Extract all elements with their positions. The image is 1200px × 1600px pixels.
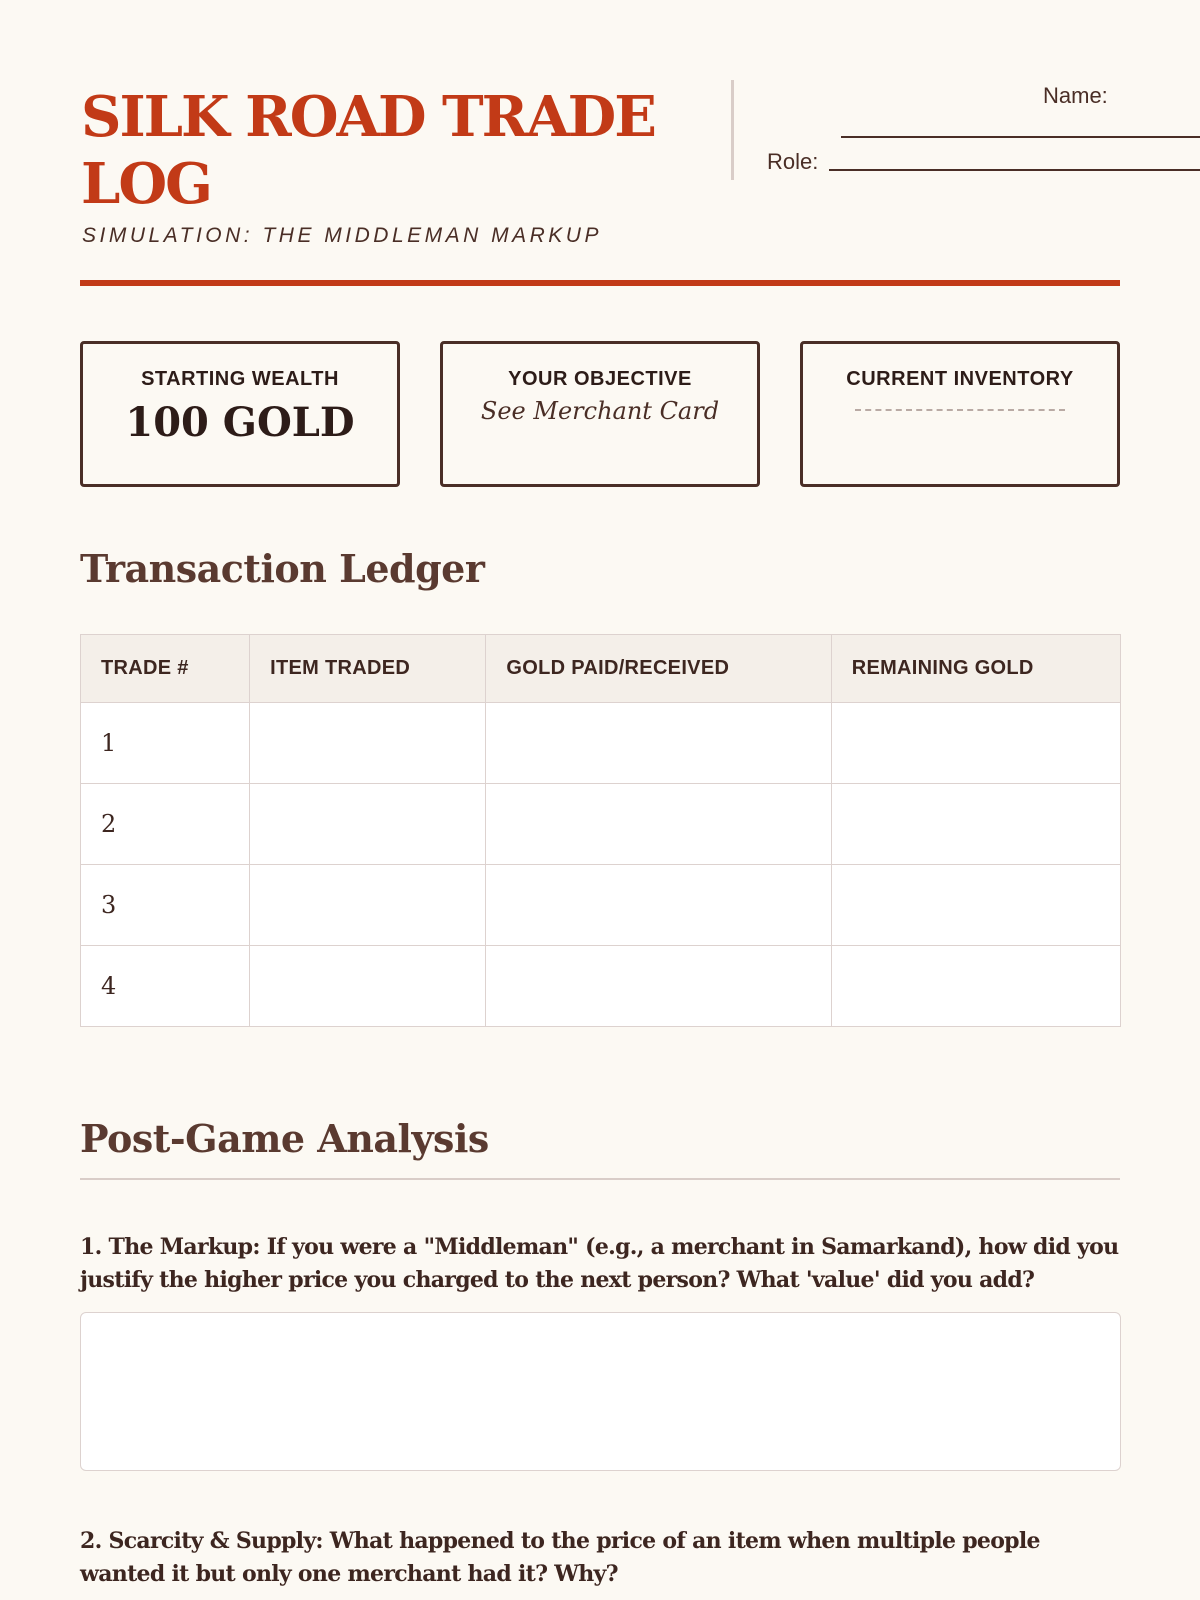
starting-wealth-label: STARTING WEALTH — [141, 368, 339, 390]
answer-box-1[interactable] — [80, 1312, 1121, 1471]
objective-value: See Merchant Card — [480, 397, 720, 425]
gold-paid-cell[interactable] — [486, 703, 831, 784]
gold-paid-cell[interactable] — [486, 865, 831, 946]
remaining-gold-cell[interactable] — [831, 703, 1120, 784]
question-1: 1. The Markup: If you were a "Middleman" (e.g., a merchant in Samarkand), how did you justify the higher price you charged to the next person? What 'value' did you add? — [80, 1234, 1119, 1293]
name-label: Name: — [1043, 83, 1108, 108]
column-header: GOLD PAID/RECEIVED — [486, 635, 831, 703]
ledger-heading: Transaction Ledger — [80, 546, 485, 591]
starting-wealth-value: 100 GOLD — [125, 399, 355, 446]
question-2: 2. Scarcity & Supply: What happened to the price of an item when multiple people wanted it but only one merchant had it? Why? — [80, 1528, 1040, 1587]
page-title: SILK ROAD TRADE LOG — [81, 84, 655, 217]
table-row — [81, 784, 1121, 865]
inventory-label: CURRENT INVENTORY — [846, 368, 1074, 390]
starting-wealth-card — [80, 341, 400, 487]
gold-paid-cell[interactable] — [486, 784, 831, 865]
objective-label: YOUR OBJECTIVE — [508, 368, 692, 390]
role-field[interactable] — [829, 169, 1200, 171]
header — [80, 0, 1120, 285]
item-traded-cell[interactable] — [250, 703, 486, 784]
inventory-field[interactable] — [855, 409, 1065, 412]
remaining-gold-cell[interactable] — [831, 946, 1120, 1027]
analysis-divider — [80, 1178, 1120, 1180]
table-header-row — [81, 635, 1121, 703]
header-divider — [731, 80, 734, 180]
analysis-heading: Post-Game Analysis — [80, 1116, 489, 1161]
remaining-gold-cell[interactable] — [831, 865, 1120, 946]
name-field[interactable] — [841, 136, 1200, 138]
gold-paid-cell[interactable] — [486, 946, 831, 1027]
item-traded-cell[interactable] — [250, 946, 486, 1027]
inventory-card — [800, 341, 1120, 487]
remaining-gold-cell[interactable] — [831, 784, 1120, 865]
column-header: REMAINING GOLD — [831, 635, 1120, 703]
trade-number-cell: 1 — [81, 703, 250, 784]
role-label: Role: — [767, 149, 819, 174]
table-row — [81, 946, 1121, 1027]
objective-card — [440, 341, 760, 487]
page-subtitle: SIMULATION: THE MIDDLEMAN MARKUP — [82, 224, 602, 247]
header-rule — [80, 280, 1120, 286]
info-cards — [80, 341, 1120, 487]
trade-number-cell: 3 — [81, 865, 250, 946]
column-header: ITEM TRADED — [250, 635, 486, 703]
transaction-ledger-table — [80, 634, 1121, 1027]
table-row — [81, 865, 1121, 946]
trade-number-cell: 4 — [81, 946, 250, 1027]
trade-number-cell: 2 — [81, 784, 250, 865]
item-traded-cell[interactable] — [250, 865, 486, 946]
item-traded-cell[interactable] — [250, 784, 486, 865]
table-row — [81, 703, 1121, 784]
column-header: TRADE # — [81, 635, 250, 703]
